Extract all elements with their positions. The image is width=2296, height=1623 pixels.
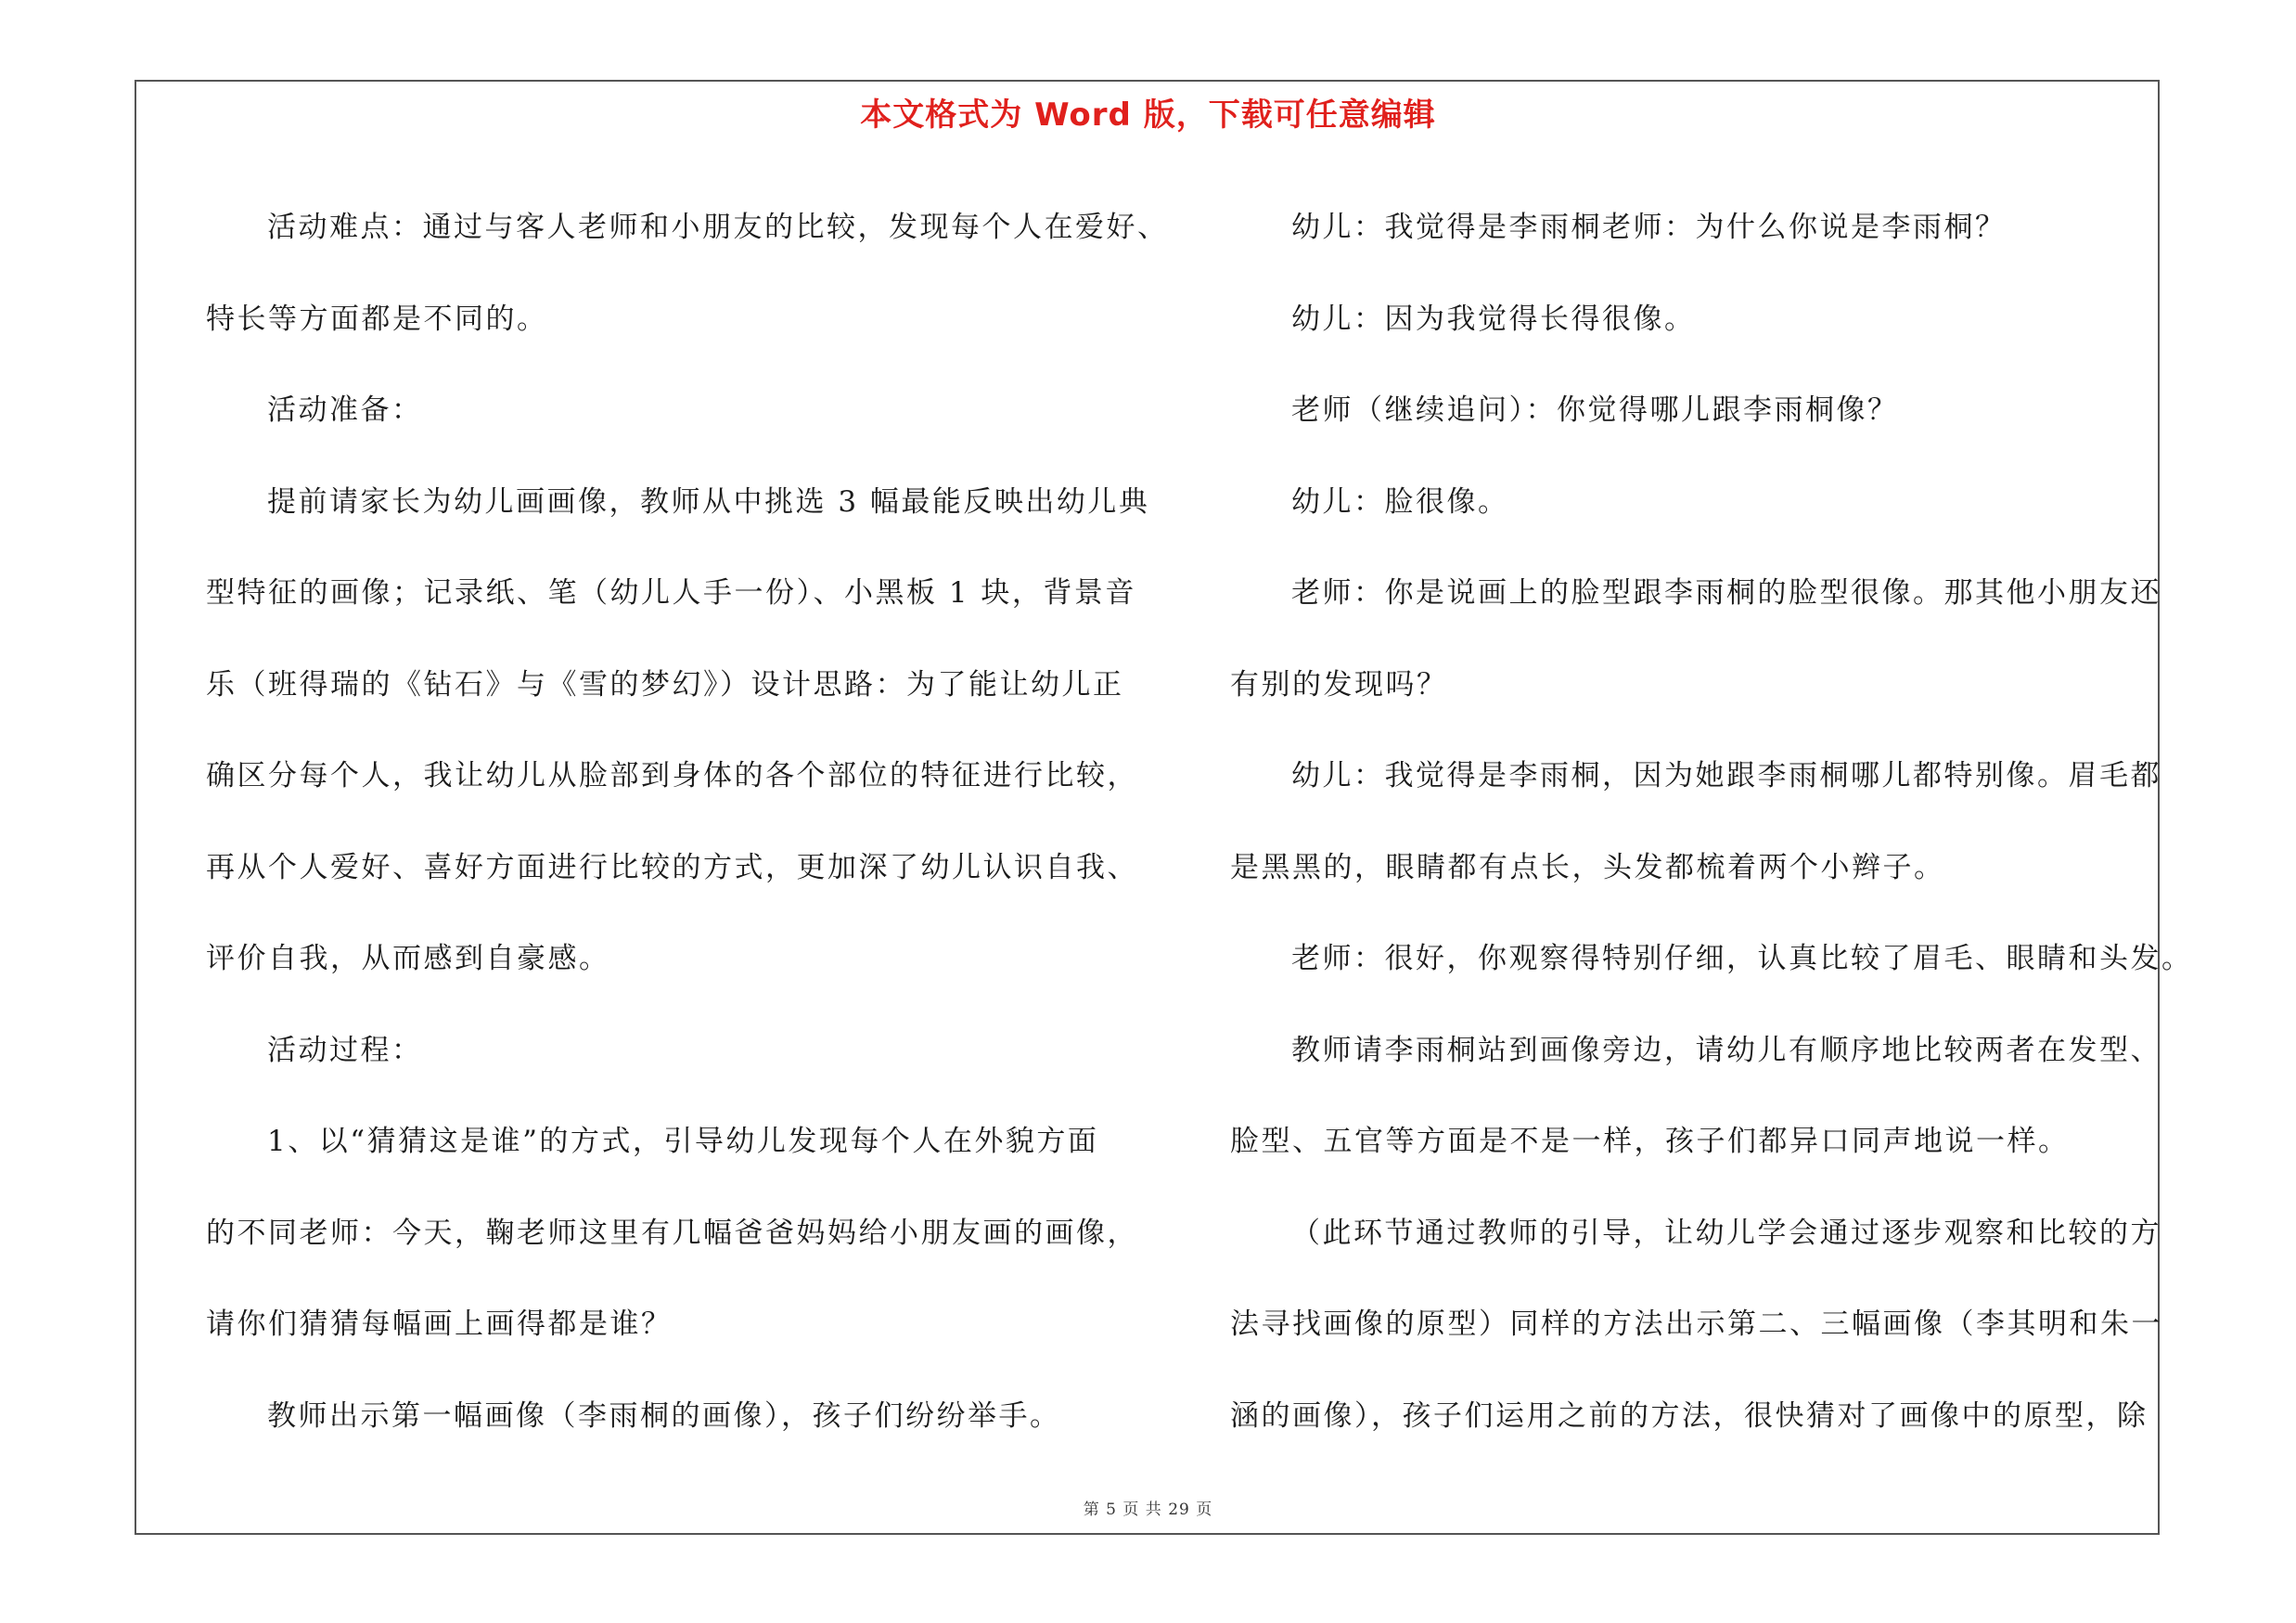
text-line: 幼儿：我觉得是李雨桐老师：为什么你说是李雨桐？ [1291,211,2007,244]
text-line: 教师出示第一幅画像（李雨桐的画像），孩子们纷纷举手。 [267,1398,1061,1433]
text-line: 老师（继续追问）：你觉得哪儿跟李雨桐像？ [1291,393,1899,427]
left-column [206,182,1169,1462]
text-line: 活动过程： [267,1033,423,1067]
text-line: 特长等方面都是不同的。 [206,302,548,336]
header-banner: 本文格式为 Word 版，下载可任意编辑 [860,97,1436,134]
text-line: 教师请李雨桐站到画像旁边，请幼儿有顺序地比较两者在发型、 [1291,1033,2161,1067]
right-column [1230,182,2193,1462]
text-line: 老师：你是说画上的脸型跟李雨桐的脸型很像。那其他小朋友还 [1291,576,2161,610]
text-line: 确区分每个人，我让幼儿从脸部到身体的各个部位的特征进行比较， [206,759,1138,792]
text-line: 幼儿：因为我觉得长得很像。 [1291,302,1696,336]
text-line: 乐（班得瑞的《钻石》与《雪的梦幻》）设计思路：为了能让幼儿正 [206,667,1124,702]
text-line: 评价自我，从而感到自豪感。 [206,942,610,975]
text-line: 型特征的画像；记录纸、笔（幼儿人手一份）、小黑板 1 块，背景音 [206,576,1136,610]
page-number-footer: 第 5 页 共 29 页 [1083,1501,1213,1519]
text-line: （此环节通过教师的引导，让幼儿学会通过逐步观察和比较的方 [1291,1216,2161,1250]
text-line: 有别的发现吗？ [1230,667,1448,702]
text-line: 是黑黑的，眼睛都有点长，头发都梳着两个小辫子。 [1230,850,1945,884]
text-line: 脸型、五官等方面是不是一样，孩子们都异口同声地说一样。 [1230,1125,2070,1158]
text-line: 老师：很好，你观察得特别仔细，认真比较了眉毛、眼睛和头发。 [1291,942,2193,975]
text-line: 提前请家长为幼儿画画像，教师从中挑选 3 幅最能反映出幼儿典 [267,484,1150,519]
text-line: 活动难点：通过与客人老师和小朋友的比较，发现每个人在爱好、 [267,211,1169,244]
text-line: 幼儿：我觉得是李雨桐，因为她跟李雨桐哪儿都特别像。眉毛都 [1291,759,2161,792]
text-line: 法寻找画像的原型）同样的方法出示第二、三幅画像（李其明和朱一 [1230,1307,2162,1341]
text-line: 的不同老师：今天，鞠老师这里有几幅爸爸妈妈给小朋友画的画像， [206,1216,1138,1250]
text-line: 1、以“猜猜这是谁”的方式，引导幼儿发现每个人在外貌方面 [267,1125,1099,1158]
text-line: 活动准备： [267,393,423,427]
text-line: 涵的画像），孩子们运用之前的方法，很快猜对了画像中的原型，除 [1230,1398,2148,1433]
text-line: 幼儿：脸很像。 [1291,484,1509,519]
text-line: 请你们猜猜每幅画上画得都是谁？ [206,1307,673,1341]
text-line: 再从个人爱好、喜好方面进行比较的方式，更加深了幼儿认识自我、 [206,850,1138,884]
